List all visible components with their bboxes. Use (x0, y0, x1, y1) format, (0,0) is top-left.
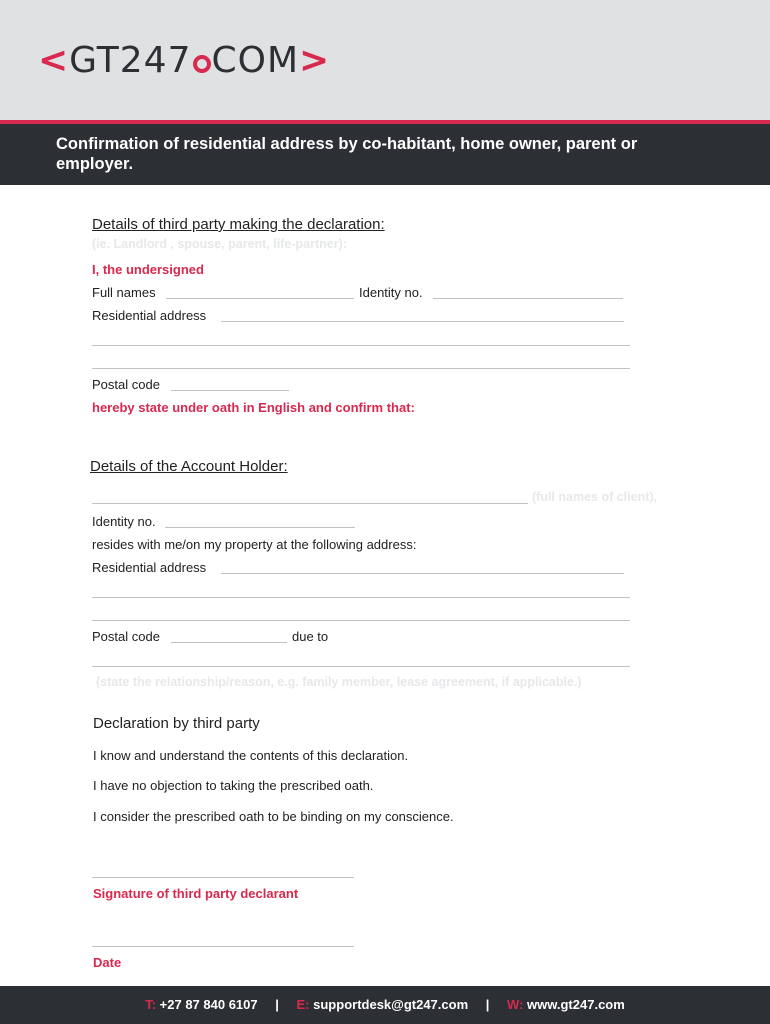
email-key: E: (296, 997, 310, 1012)
web-key: W: (507, 997, 524, 1012)
footer-separator: | (485, 997, 490, 1012)
date-field[interactable] (92, 946, 354, 947)
phone-number: +27 87 840 6107 (159, 997, 258, 1012)
resides-text: resides with me/on my property at the following address: (92, 537, 417, 552)
account-residential-field-2[interactable] (92, 597, 630, 598)
logo-text-suffix: COM (211, 40, 300, 81)
logo-text-prefix: GT247 (69, 40, 192, 81)
account-identity-label: Identity no. (92, 514, 156, 529)
footer-separator: | (275, 997, 279, 1012)
contact-footer (0, 986, 770, 1024)
declaration-heading: Declaration by third party (93, 715, 260, 732)
relationship-hint: (state the relationship/reason, e.g. family member, lease agreement, if applicable.) (96, 675, 582, 689)
account-postal-label: Postal code (92, 629, 160, 644)
postal-code-label: Postal code (92, 377, 160, 392)
oath-statement: hereby state under oath in English and confirm that: (92, 400, 415, 415)
residential-address-field-1[interactable] (221, 321, 624, 322)
undersigned-label: I, the undersigned (92, 262, 204, 277)
header-band (0, 0, 770, 120)
account-residential-label: Residential address (92, 560, 207, 575)
logo-dot-icon (193, 55, 211, 73)
residential-address-field-2[interactable] (92, 345, 630, 346)
date-label: Date (93, 955, 122, 970)
identity-field[interactable] (433, 298, 623, 299)
gt247-logo (38, 40, 330, 81)
reason-field[interactable] (92, 666, 630, 667)
residential-address-label: Residential address (92, 308, 207, 323)
client-names-hint: (full names of client), (532, 490, 658, 504)
account-residential-field-3[interactable] (92, 620, 630, 621)
due-to-label: due to (292, 629, 329, 644)
logo-bracket-right: > (299, 40, 331, 81)
account-identity-field[interactable] (165, 527, 355, 528)
full-names-label: Full names (92, 285, 156, 300)
document-title: Confirmation of residential address by co-habitant, home owner, parent or employer. (56, 135, 638, 173)
signature-field[interactable] (92, 877, 354, 878)
account-postal-field[interactable] (171, 642, 287, 643)
third-party-heading: Details of third party making the declaration: (92, 216, 385, 233)
full-names-field[interactable] (166, 298, 354, 299)
web-link[interactable]: www.gt247.com (527, 997, 625, 1012)
postal-code-field[interactable] (171, 390, 289, 391)
account-holder-heading: Details of the Account Holder: (90, 458, 288, 475)
client-names-field[interactable] (92, 503, 528, 504)
phone-key: T: (145, 997, 157, 1012)
declaration-statement-3: I consider the prescribed oath to be binding on my conscience. (93, 809, 454, 824)
residential-address-field-3[interactable] (92, 368, 630, 369)
identity-label: Identity no. (359, 285, 423, 300)
title-band (0, 120, 770, 185)
logo-bracket-left: < (38, 40, 70, 81)
declaration-statement-1: I know and understand the contents of this declaration. (93, 748, 409, 763)
third-party-hint: (ie. Landlord , spouse, parent, life-partner): (92, 237, 347, 251)
account-residential-field-1[interactable] (221, 573, 624, 574)
email-link[interactable]: supportdesk@gt247.com (313, 997, 469, 1012)
signature-label: Signature of third party declarant (93, 886, 299, 901)
declaration-statement-2: I have no objection to taking the prescribed oath. (93, 778, 374, 793)
